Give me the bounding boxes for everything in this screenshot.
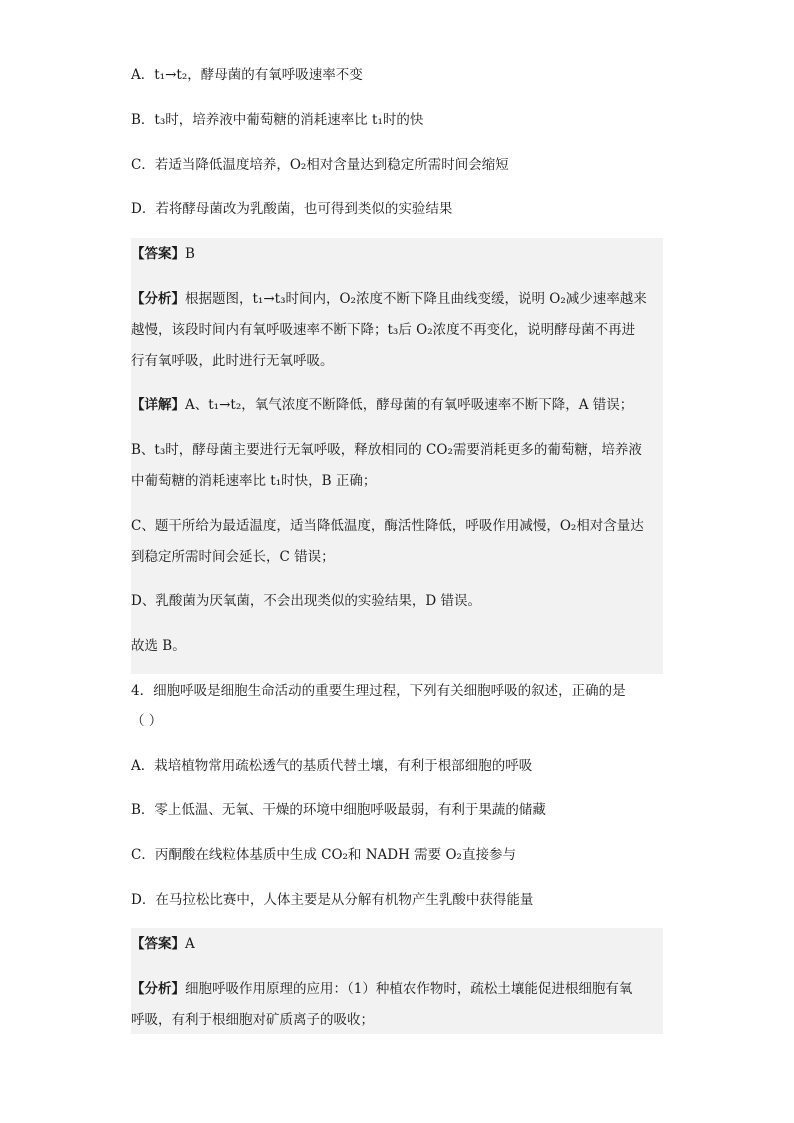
q4-option-d: D．在马拉松比赛中，人体主要是从分解有机物产生乳酸中获得能量 — [131, 892, 534, 908]
q3-analysis-line-2: 越慢，该段时间内有氧呼吸速率不断下降；t₃后 O₂浓度不再变化，说明酵母菌不再进 — [131, 322, 636, 338]
answer-tag: 【答案】 — [131, 936, 185, 952]
q3-option-d: D．若将酵母菌改为乳酸菌，也可得到类似的实验结果 — [131, 201, 453, 217]
detail-text: A、t₁→t₂，氧气浓度不断降低，酵母菌的有氧呼吸速率不断下降，A 错误； — [185, 397, 634, 413]
analysis-tag: 【分析】 — [131, 981, 185, 997]
q4-analysis-line-1 — [131, 978, 663, 1000]
q4-analysis-line-2: 呼吸，有利于根细胞对矿质离子的吸收； — [131, 1012, 374, 1028]
analysis-text: 细胞呼吸作用原理的应用：（1）种植农作物时，疏松土壤能促进根细胞有氧 — [185, 981, 633, 997]
q4-stem-line-2: （ ） — [131, 713, 163, 729]
q3-detail-line-4: C、题干所给为最适温度，适当降低温度，酶活性降低，呼吸作用减慢，O₂相对含量达 — [131, 518, 644, 534]
q4-answer — [131, 933, 663, 955]
answer-value: B — [185, 246, 195, 262]
q3-detail-line-6: D、乳酸菌为厌氧菌，不会出现类似的实验结果，D 错误。 — [131, 593, 481, 609]
q3-option-a: A．t₁→t₂，酵母菌的有氧呼吸速率不变 — [131, 67, 363, 83]
analysis-tag: 【分析】 — [131, 291, 185, 307]
detail-tag: 【详解】 — [131, 397, 185, 413]
q3-option-b: B．t₃时，培养液中葡萄糖的消耗速率比 t₁时的快 — [131, 112, 424, 128]
q3-conclusion: 故选 B。 — [131, 638, 186, 654]
answer-value: A — [185, 936, 195, 952]
q4-option-a: A．栽培植物常用疏松透气的基质代替土壤，有利于根部细胞的呼吸 — [131, 758, 533, 774]
q4-option-b: B．零上低温、无氧、干燥的环境中细胞呼吸最弱，有利于果蔬的储藏 — [131, 802, 546, 818]
q4-option-c: C．丙酮酸在线粒体基质中生成 CO₂和 NADH 需要 O₂直接参与 — [131, 847, 516, 863]
q3-analysis-line-1 — [131, 288, 663, 310]
q3-answer — [131, 243, 663, 265]
answer-tag: 【答案】 — [131, 246, 185, 262]
q3-option-c: C．若适当降低温度培养，O₂相对含量达到稳定所需时间会缩短 — [131, 157, 509, 173]
analysis-text: 根据题图，t₁→t₃时间内，O₂浓度不断下降且曲线变缓，说明 O₂减少速率越来 — [185, 291, 647, 307]
q3-detail-line-1 — [131, 394, 663, 416]
q3-detail-line-2: B、t₃时，酵母菌主要进行无氧呼吸，释放相同的 CO₂需要消耗更多的葡萄糖，培养液 — [131, 442, 642, 458]
q3-analysis-line-3: 行有氧呼吸，此时进行无氧呼吸。 — [131, 353, 334, 369]
q3-detail-line-5: 到稳定所需时间会延长，C 错误； — [131, 549, 335, 565]
q4-stem-line-1: 4．细胞呼吸是细胞生命活动的重要生理过程，下列有关细胞呼吸的叙述，正确的是 — [131, 683, 626, 699]
q3-detail-line-3: 中葡萄糖的消耗速率比 t₁时快，B 正确； — [131, 473, 377, 489]
